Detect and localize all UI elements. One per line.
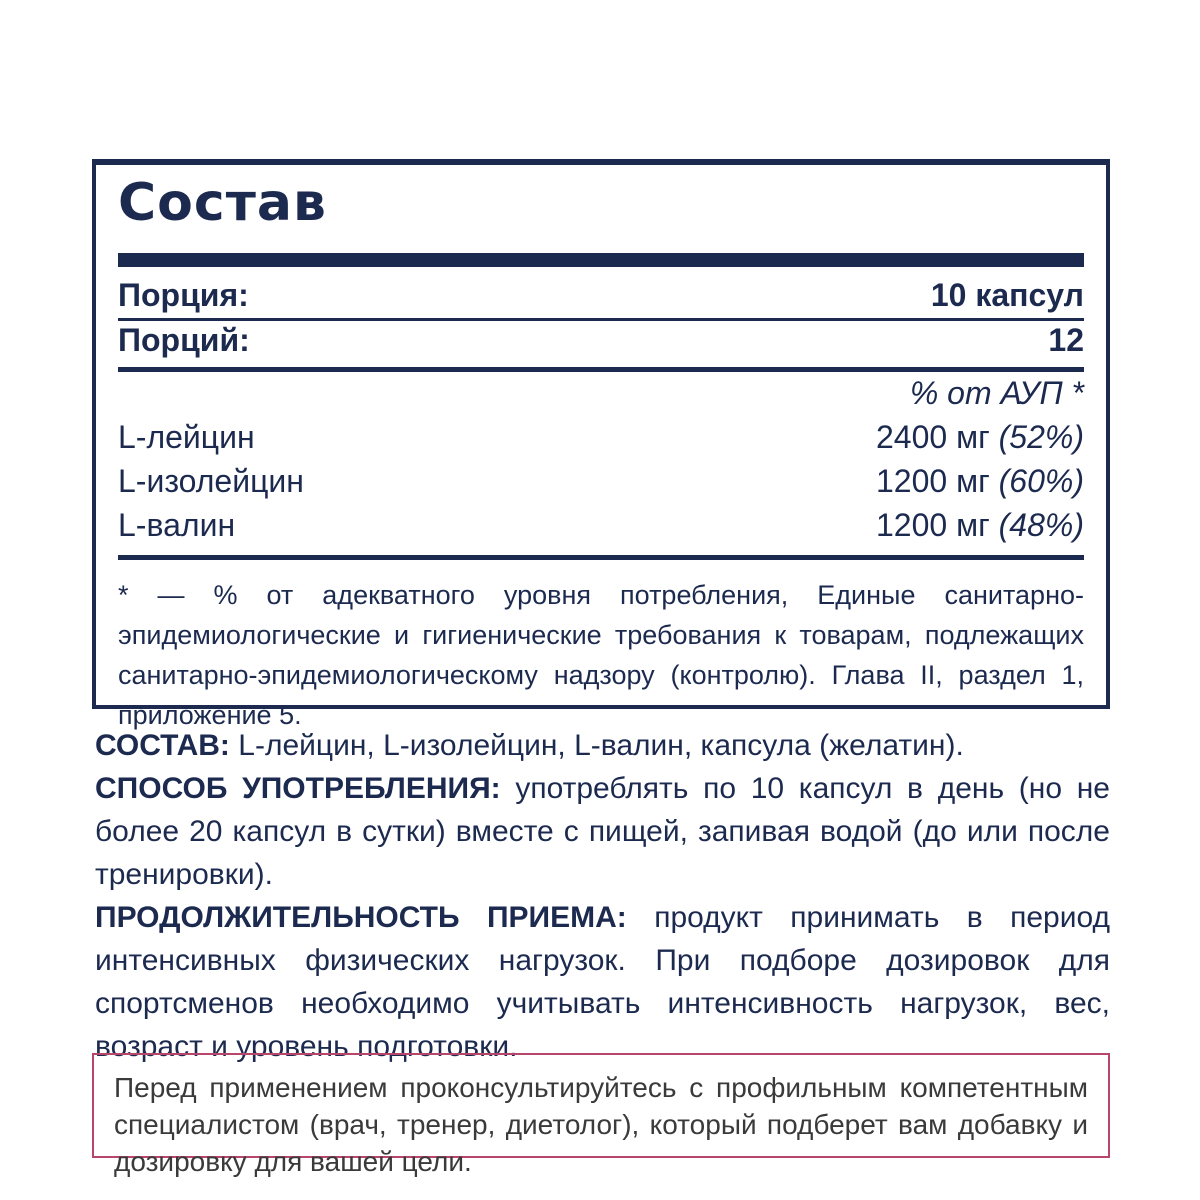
warning-text: Перед применением проконсультируйтесь с профильным компетентным специалистом (врач, тренер, диетолог), который подберет вам добавку и дозировку для вашей цели. <box>114 1072 1088 1177</box>
servings-value: 12 <box>1048 322 1084 358</box>
supplement-facts-panel <box>92 159 1110 730</box>
warning-box <box>92 1053 1110 1177</box>
dv-header-row <box>118 375 1084 412</box>
servings-per-container-row <box>118 322 1084 359</box>
ingredient-row <box>118 463 1084 500</box>
ingredient-name: L-лейцин <box>118 419 255 455</box>
composition-label: СОСТАВ: <box>95 729 230 762</box>
product-info <box>95 724 1110 1068</box>
ingredients-divider <box>118 555 1084 560</box>
composition-paragraph <box>95 724 1110 767</box>
ingredient-name: L-валин <box>118 507 236 543</box>
ingredient-amount: 1200 мг <box>876 507 990 543</box>
ingredient-percent: (52%) <box>998 419 1084 455</box>
facts-title: Состав <box>118 173 327 233</box>
ingredient-name: L-изолейцин <box>118 463 304 499</box>
ingredient-row <box>118 507 1084 544</box>
serving-size-value: 10 капсул <box>930 277 1084 313</box>
ingredient-percent: (60%) <box>998 463 1084 499</box>
ingredient-row <box>118 419 1084 456</box>
composition-text: L-лейцин, L-изолейцин, L-валин, капсула (желатин). <box>229 729 964 762</box>
servings-divider <box>118 367 1084 372</box>
duration-paragraph <box>95 896 1110 1068</box>
serving-size-row <box>118 277 1084 314</box>
ingredient-amount: 2400 мг <box>876 419 990 455</box>
duration-label: ПРОДОЛЖИТЕЛЬНОСТЬ ПРИЕМА: <box>95 901 627 934</box>
duration-text: продукт принимать в период интенсивных физических нагрузок. При подборе дозировок для спортсменов необходимо учитывать интенсивность нагрузок, вес, возраст и уровень подготовки. <box>95 901 1111 1063</box>
servings-label: Порций: <box>118 322 250 358</box>
dv-header: % от АУП * <box>909 375 1084 411</box>
usage-label: СПОСОБ УПОТРЕБЛЕНИЯ: <box>95 772 501 805</box>
footnote: * — % от адекватного уровня потребления, Единые санитарно-эпидемиологические и гигиенические требования к товарам, подлежащих санитарно-эпидемиологическому надзору (контролю). Глава II, раздел 1, приложение 5. <box>118 580 1084 730</box>
usage-paragraph <box>95 767 1110 896</box>
serving-divider <box>118 318 1084 321</box>
usage-text: употреблять по 10 капсул в день (но не более 20 капсул в сутки) вместе с пищей, запивая водой (до или после тренировки). <box>95 772 1110 891</box>
ingredient-amount: 1200 мг <box>876 463 990 499</box>
ingredient-percent: (48%) <box>998 507 1084 543</box>
serving-size-label: Порция: <box>118 277 249 313</box>
title-divider <box>118 253 1084 267</box>
